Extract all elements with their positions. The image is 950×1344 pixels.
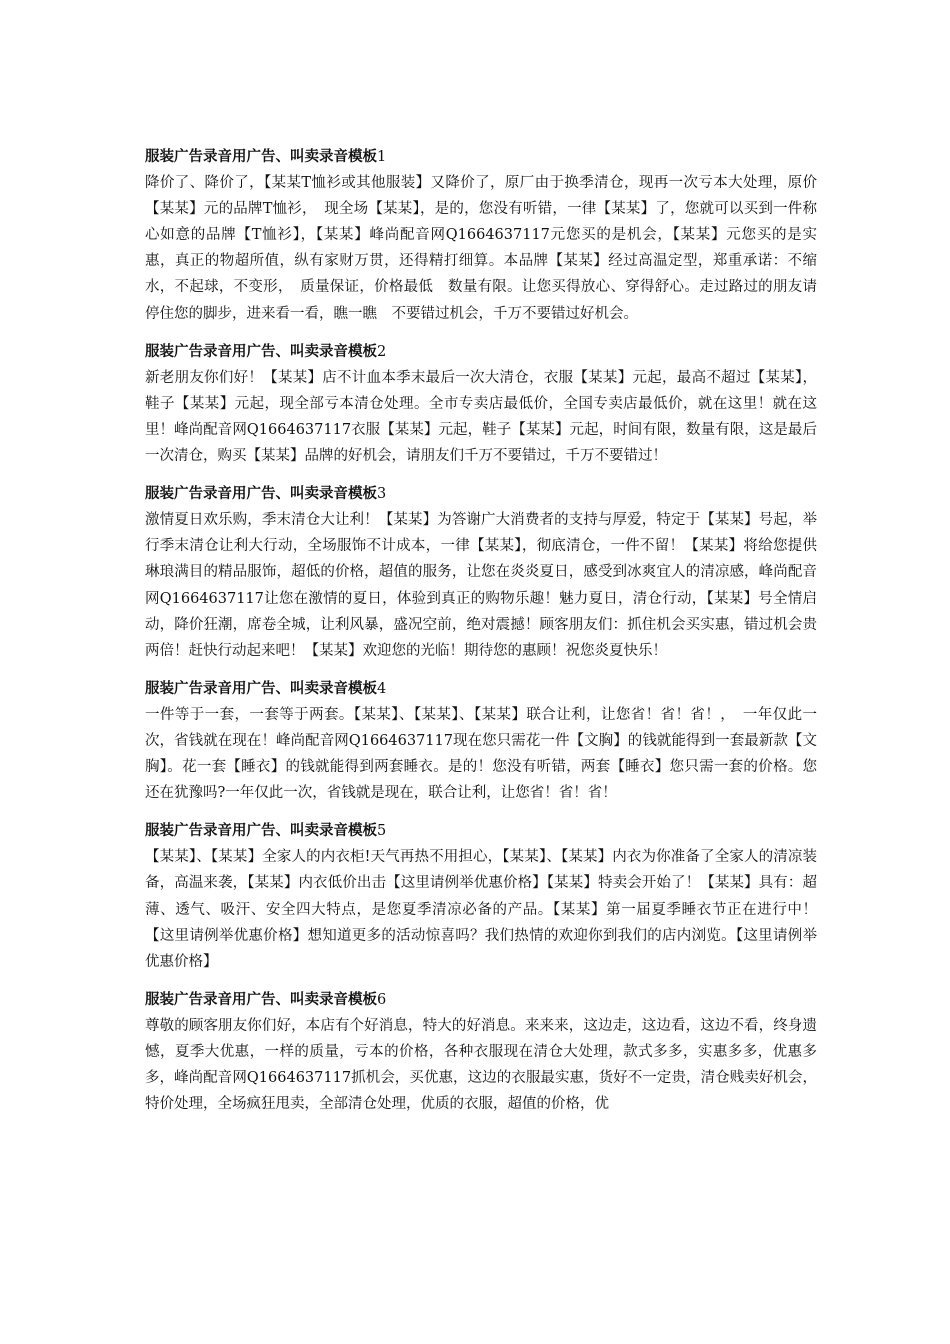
section-body: 激情夏日欢乐购，季末清仓大让利！【某某】为答谢广大消费者的支持与厚爱，特定于【某某】号起，举行季末清仓让利大行动，全场服饰不计成本，一律【某某】，彻底清仓，一件不留！【某某】将给您提供琳琅满目的精品服饰，超低的价格，超值的服务，让您在炎炎夏日，感受到冰爽宜人的清凉感，峰尚配音网Q1664637117让您在激情的夏日，体验到真正的购物乐趣！魅力夏日，清仓行动，【某某】号全情启动，降价狂潮，席卷全城，让利风暴，盛况空前，绝对震撼！顾客朋友们：抓住机会买实惠，错过机会贵两倍！赶快行动起来吧！【某某】欢迎您的光临！期待您的惠顾！祝您炎夏快乐！ <box>145 512 817 659</box>
section-title <box>145 339 817 365</box>
template-section-1 <box>145 144 817 327</box>
section-title <box>145 481 817 507</box>
section-body: 【某某】、【某某】全家人的内衣柜!天气再热不用担心，【某某】、【某某】内衣为你准备了全家人的清凉装备，高温来袭，【某某】内衣低价出击【这里请例举优惠价格】【某某】特卖会开始了！【某某】具有：超薄、透气、吸汗、安全四大特点，是您夏季清凉必备的产品。【某某】第一届夏季睡衣节正在进行中！【这里请例举优惠价格】想知道更多的活动惊喜吗？我们热情的欢迎你到我们的店内浏览。【这里请例举优惠价格】 <box>145 849 817 970</box>
section-number: 5 <box>377 823 387 840</box>
section-title <box>145 987 817 1013</box>
section-title-text: 服装广告录音用广告、叫卖录音模板 <box>145 149 377 165</box>
document-page <box>145 144 817 1129</box>
section-title <box>145 144 817 170</box>
section-title-text: 服装广告录音用广告、叫卖录音模板 <box>145 823 377 840</box>
template-section-6 <box>145 987 817 1117</box>
section-body: 降价了、降价了，【某某T恤衫或其他服装】又降价了，原厂由于换季清仓，现再一次亏本大处理，原价【某某】元的品牌T恤衫， 现全场【某某】，是的，您没有听错，一律【某某】了，您就可以买到一件称心如意的品牌【T恤衫】，【某某】峰尚配音网Q1664637117元您买的是机会，【某某】元您买的是实惠，真正的物超所值，纵有家财万贯，还得精打细算。本品牌【某某】经过高温定型，郑重承诺：不缩水，不起球，不变形， 质量保证，价格最低 数量有限。让您买得放心、穿得舒心。走过路过的朋友请停住您的脚步，进来看一看，瞧一瞧 不要错过机会，千万不要错过好机会。 <box>145 175 817 322</box>
section-title-text: 服装广告录音用广告、叫卖录音模板 <box>145 991 377 1008</box>
section-number: 6 <box>377 991 387 1008</box>
template-section-2 <box>145 339 817 469</box>
template-section-3 <box>145 481 817 664</box>
section-number: 4 <box>377 680 387 697</box>
section-title-text: 服装广告录音用广告、叫卖录音模板 <box>145 343 377 360</box>
section-title <box>145 676 817 702</box>
template-section-4 <box>145 676 817 806</box>
section-title <box>145 818 817 844</box>
section-number: 3 <box>377 486 387 503</box>
section-number: 1 <box>377 149 387 165</box>
section-title-text: 服装广告录音用广告、叫卖录音模板 <box>145 680 377 697</box>
section-body: 一件等于一套，一套等于两套。【某某】、【某某】、【某某】联合让利，让您省！省！省！， 一年仅此一次，省钱就在现在！峰尚配音网Q1664637117现在您只需花一件【文胸】的钱就能得到一套最新款【文胸】。花一套【睡衣】的钱就能得到两套睡衣。是的！您没有听错，两套【睡衣】您只需一套的价格。您还在犹豫吗?一年仅此一次，省钱就是现在，联合让利，让您省！省！省！ <box>145 706 817 802</box>
section-title-text: 服装广告录音用广告、叫卖录音模板 <box>145 486 377 503</box>
section-number: 2 <box>377 343 387 360</box>
template-section-5 <box>145 818 817 975</box>
section-body: 尊敬的顾客朋友你们好，本店有个好消息，特大的好消息。来来来，这边走，这边看，这边不看，终身遗憾，夏季大优惠，一样的质量，亏本的价格，各种衣服现在清仓大处理，款式多多，实惠多多，优惠多多，峰尚配音网Q1664637117抓机会，买优惠，这边的衣服最实惠，货好不一定贵，清仓贱卖好机会，特价处理，全场疯狂甩卖，全部清仓处理，优质的衣服，超值的价格，优 <box>145 1017 817 1113</box>
section-body: 新老朋友你们好！【某某】店不计血本季末最后一次大清仓，衣服【某某】元起，最高不超过【某某】，鞋子【某某】元起，现全部亏本清仓处理。全市专卖店最低价，全国专卖店最低价，就在这里！就在这里！峰尚配音网Q1664637117衣服【某某】元起，鞋子【某某】元起，时间有限，数量有限，这是最后一次清仓，购买【某某】品牌的好机会，请朋友们千万不要错过，千万不要错过！ <box>145 369 817 465</box>
